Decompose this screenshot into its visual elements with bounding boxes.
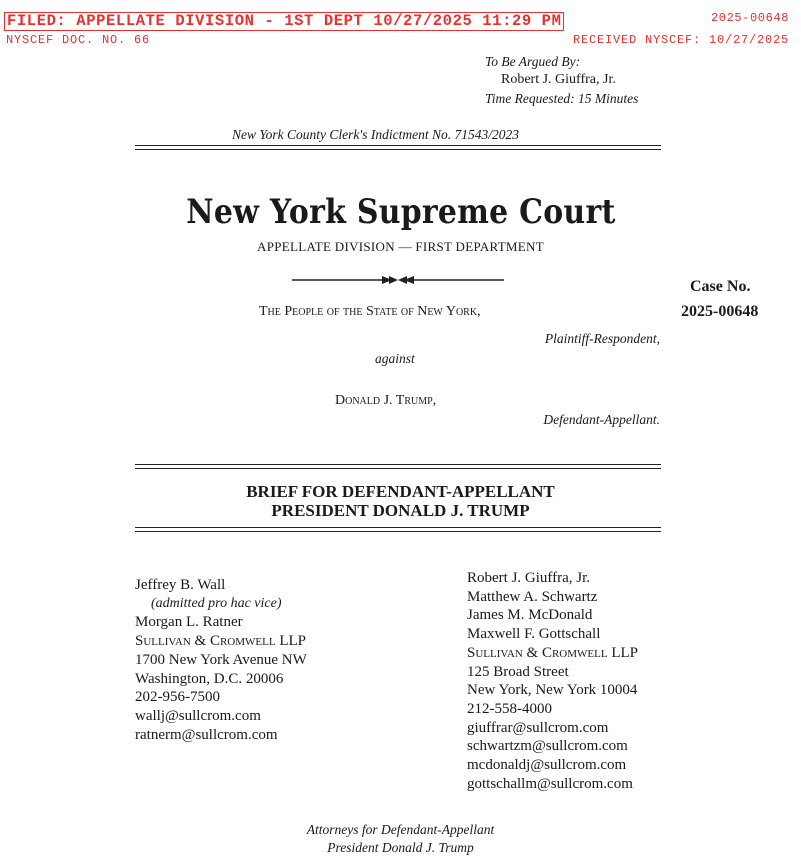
- counsel-firm: Sullivan & Cromwell LLP: [135, 633, 306, 650]
- plaintiff-name: The People of the State of New York,: [259, 304, 481, 319]
- counsel-address: 1700 New York Avenue NW: [135, 651, 307, 668]
- brief-rule-bottom: [135, 527, 661, 528]
- court-name-text: New York Supreme Court: [185, 192, 616, 232]
- counsel-email[interactable]: gottschallm@sullcrom.com: [467, 775, 633, 792]
- nyscef-doc-no: NYSCEF DOC. NO. 66: [6, 33, 151, 47]
- counsel-email[interactable]: wallj@sullcrom.com: [135, 707, 261, 724]
- counsel-city: New York, New York 10004: [467, 682, 638, 699]
- argued-by-name: Robert J. Giuffra, Jr.: [501, 72, 616, 87]
- counsel-city: Washington, D.C. 20006: [135, 670, 284, 687]
- counsel-name: Jeffrey B. Wall: [135, 577, 226, 593]
- counsel-name: Maxwell F. Gottschall: [467, 626, 601, 643]
- brief-title-line-1: BRIEF FOR DEFENDANT-APPELLANT: [246, 482, 555, 501]
- counsel-name: Robert J. Giuffra, Jr.: [467, 570, 591, 586]
- counsel-name: Morgan L. Ratner: [135, 614, 243, 631]
- counsel-firm: Sullivan & Cromwell LLP: [467, 644, 638, 661]
- attorneys-for-line-1: Attorneys for Defendant-Appellant: [306, 822, 495, 837]
- defendant-role: Defendant-Appellant.: [543, 412, 660, 427]
- counsel-email[interactable]: giuffrar@sullcrom.com: [467, 719, 609, 736]
- argued-by-label: To Be Argued By:: [485, 54, 581, 69]
- brief-title: [0, 482, 801, 520]
- header-case-ref: 2025-00648: [710, 11, 789, 25]
- counsel-name: James M. McDonald: [467, 607, 593, 624]
- brief-rule-top: [135, 464, 661, 465]
- counsel-email[interactable]: schwartzm@sullcrom.com: [467, 738, 628, 755]
- ornament-divider: [292, 272, 504, 293]
- plaintiff-role: Plaintiff-Respondent,: [544, 331, 660, 346]
- counsel-address: 125 Broad Street: [467, 663, 569, 680]
- counsel-phone: 202-956-7500: [135, 689, 220, 706]
- counsel-note: (admitted pro hac vice): [151, 595, 282, 611]
- time-requested: Time Requested: 15 Minutes: [485, 91, 639, 106]
- court-name: [0, 192, 801, 232]
- court-division: APPELLATE DIVISION — FIRST DEPARTMENT: [257, 239, 544, 254]
- filed-stamp: FILED: APPELLATE DIVISION - 1ST DEPT 10/27/2025 11:29 PM: [4, 12, 564, 31]
- counsel-left-block: [135, 576, 307, 744]
- top-rule-secondary: [135, 149, 661, 150]
- brief-rule-top-secondary: [135, 468, 661, 469]
- case-number: 2025-00648: [681, 303, 759, 320]
- attorneys-for-line-2: President Donald J. Trump: [327, 840, 474, 855]
- counsel-email[interactable]: ratnerm@sullcrom.com: [135, 726, 278, 743]
- received-nyscef: RECEIVED NYSCEF: 10/27/2025: [572, 33, 789, 47]
- brief-rule-bottom-secondary: [135, 531, 661, 532]
- top-rule: [135, 145, 661, 146]
- counsel-email[interactable]: mcdonaldj@sullcrom.com: [467, 757, 627, 774]
- against-label: against: [375, 351, 415, 366]
- defendant-name: Donald J. Trump,: [335, 393, 437, 408]
- brief-title-line-2: PRESIDENT DONALD J. TRUMP: [271, 501, 530, 520]
- counsel-phone: 212-558-4000: [467, 700, 552, 717]
- counsel-name: Matthew A. Schwartz: [467, 588, 598, 605]
- attorneys-for: [0, 821, 801, 857]
- indictment-number: New York County Clerk's Indictment No. 71543/2023: [232, 127, 520, 142]
- counsel-right-block: [467, 569, 638, 793]
- case-number-label: Case No.: [690, 278, 751, 295]
